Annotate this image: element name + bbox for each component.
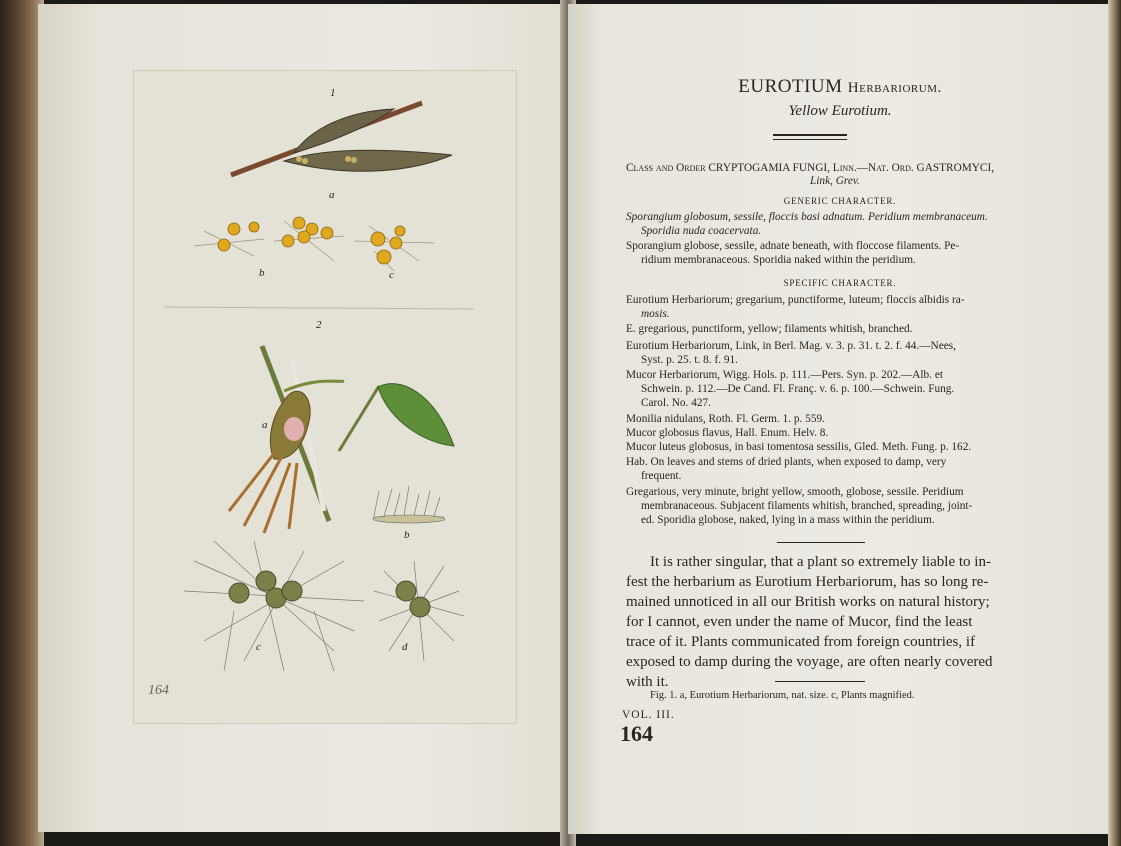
specific-english: E. gregarious, punctiform, yellow; filaments whitish, branched. [626,323,913,335]
synonym-2b: Schwein. p. 112.—De Cand. Fl. Franç. v. 6. p. 100.—Schwein. Fung. [641,383,955,395]
specific-heading: SPECIFIC CHARACTER. [783,278,897,288]
page-number: 164 [620,721,653,746]
fig1-twig-illustration [231,103,452,175]
generic-heading: GENERIC CHARACTER. [783,196,897,206]
fig1-c-label: c [389,269,394,281]
page-title: EUROTIUM Herbariorum. [738,76,942,97]
page-subtitle: Yellow Eurotium. [788,103,892,119]
description-1: Gregarious, very minute, bright yellow, smooth, globose, sessile. Peridium [626,486,964,498]
fig2-c-label: c [256,641,261,653]
section-rule [777,542,865,543]
synonym-2a: Mucor Herbariorum, Wigg. Hols. p. 111.—Pers. Syn. p. 202.—Alb. et [626,369,943,381]
description-2: membranaceous. Subjacent filaments whitish, branched, spreading, joint- [641,500,973,512]
specific-latin-1: Eurotium Herbariorum; gregarium, punctiforme, luteum; floccis albidis ra- [626,294,965,306]
generic-latin-1: Sporangium globosum, sessile, floccis basi adnatum. Peridium membranaceum. [626,211,988,223]
synonym-4: Mucor globosus flavus, Hall. Enum. Helv. 8. [626,427,829,439]
synonym-3: Monilia nidulans, Roth. Fl. Germ. 1. p. 559. [626,413,825,425]
habitat-1: Hab. On leaves and stems of dried plants, when exposed to damp, very [626,456,947,468]
fig2-label: 2 [316,319,322,331]
body-line-4: for I cannot, even under the name of Mucor, find the least [626,614,973,630]
fig2-fuzzy-mass-illustration [372,486,445,523]
volume-label: VOL. III. [622,709,675,721]
body-line-6: exposed to damp during the voyage, are often nearly covered [626,654,993,670]
fig2-a-label: a [262,419,268,431]
plate-number: 164 [148,683,169,698]
fig2-spheres [229,571,430,617]
generic-latin-2: Sporidia nuda coacervata. [641,225,762,237]
synonym-1a: Eurotium Herbariorum, Link, in Berl. Mag. v. 3. p. 31. t. 2. f. 44.—Nees, [626,340,956,352]
fig2-stem-illustration [229,346,454,533]
habitat-2: frequent. [641,470,682,482]
synonym-5: Mucor luteus globosus, in basi tomentosa sessilis, Gled. Meth. Fung. p. 162. [626,441,972,453]
body-line-5: trace of it. Plants communicated from foreign countries, if [626,634,976,650]
synonym-1b: Syst. p. 25. t. 8. f. 91. [641,354,738,366]
title-rule-top [773,134,847,136]
fig1-a-label: a [329,189,335,201]
description-3: ed. Sporidia globose, naked, lying in a mass within the peridium. [641,514,935,526]
synonym-2c: Carol. No. 427. [641,397,711,409]
body-line-2: fest the herbarium as Eurotium Herbariorum, has so long re- [626,574,989,590]
body-line-7: with it. [626,674,669,690]
specific-latin-2: mosis. [641,308,670,320]
body-line-3: mained unnoticed in all our British works on natural history; [626,594,990,610]
class-line-2: Link, Grev. [810,175,860,187]
fig2-d-label: d [402,641,408,653]
generic-english-1: Sporangium globose, sessile, adnate beneath, with floccose filaments. Pe- [626,240,960,252]
body-line-1: It is rather singular, that a plant so extremely liable to in- [650,554,991,570]
title-rule-bottom [773,139,847,140]
botanical-plate [133,70,517,724]
figure-caption: Fig. 1. a, Eurotium Herbariorum, nat. size. c, Plants magnified. [650,690,915,701]
book-edge-right [1108,0,1121,846]
class-line-1: Class and Order CRYPTOGAMIA FUNGI, Linn.—Nat. Ord. GASTROMYCI, [626,162,995,174]
fig1-b-label: b [259,267,265,279]
fig2-b-label: b [404,529,410,541]
fig1-label: 1 [330,87,336,99]
caption-rule [775,681,865,682]
generic-english-2: ridium membranaceous. Sporidia naked within the peridium. [641,254,916,266]
plate-illustration [134,71,516,723]
